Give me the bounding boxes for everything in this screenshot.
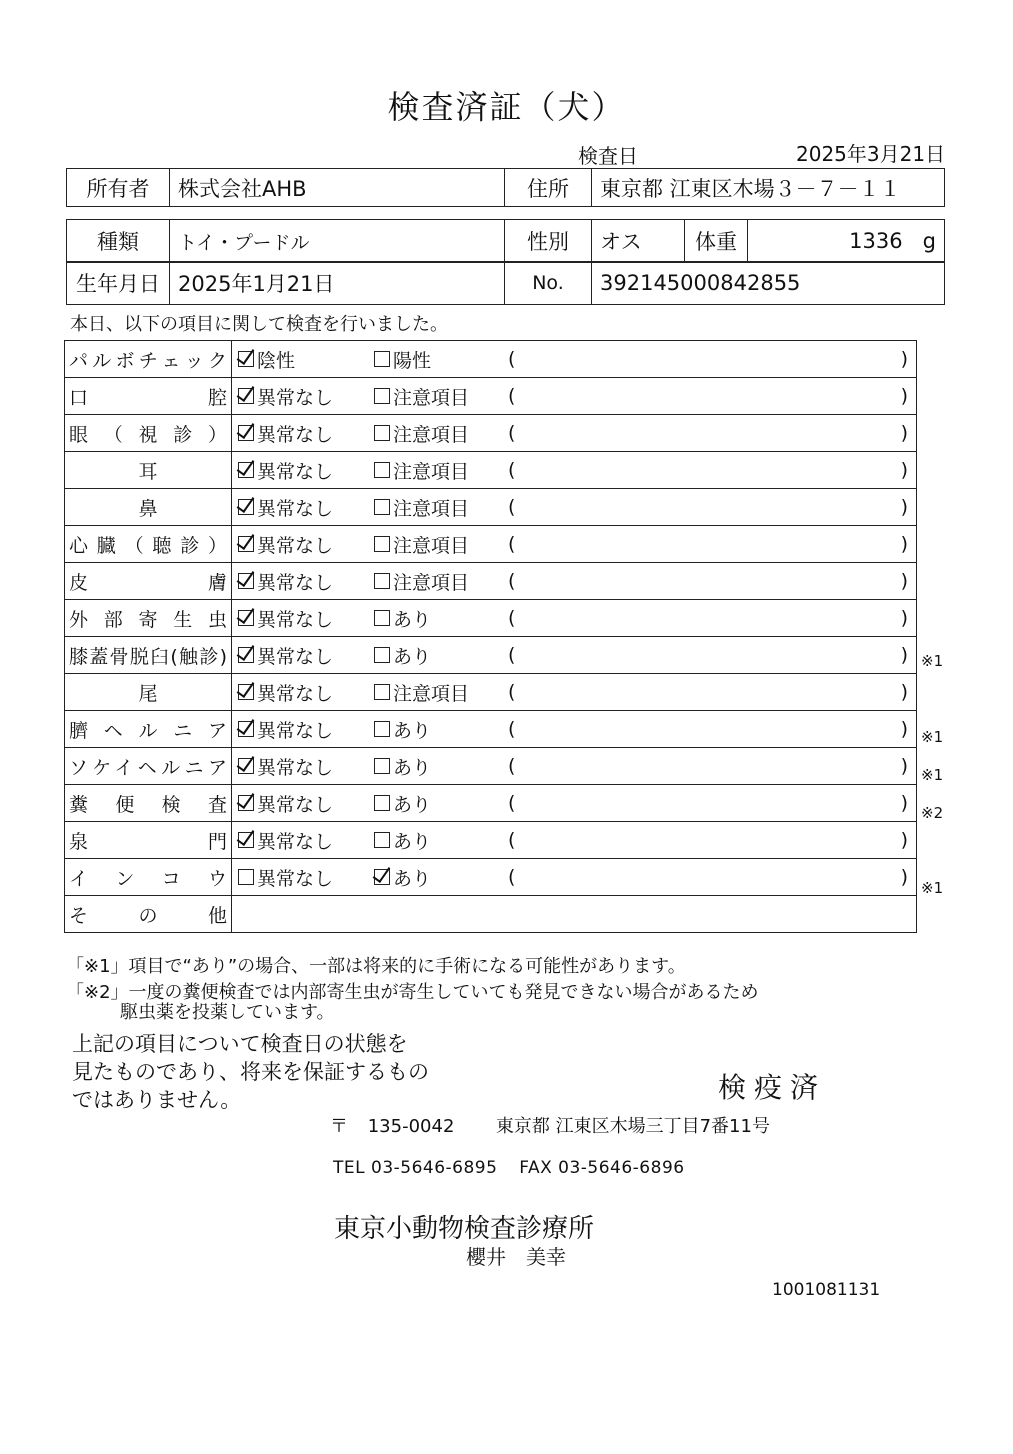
option-attention-label: あり — [393, 719, 432, 742]
checkbox-icon[interactable] — [374, 425, 390, 441]
paren-open: ( — [508, 570, 516, 592]
option-normal-label: 異常なし — [257, 460, 334, 483]
note-3: 駆虫薬を投薬しています。 — [120, 1002, 335, 1023]
address-value: 東京都 江東区木場３－７－１１ — [592, 169, 945, 207]
check-item-cell — [65, 785, 232, 822]
option-normal-label: 異常なし — [257, 830, 334, 853]
option-normal[interactable] — [238, 790, 374, 817]
other-label-cell — [65, 896, 232, 933]
remarks-field[interactable] — [508, 533, 908, 555]
clinic-address: 東京都 江東区木場三丁目7番11号 — [495, 1116, 770, 1137]
paren-open: ( — [508, 718, 516, 740]
check-item-cell — [65, 563, 232, 600]
checkbox-icon[interactable] — [238, 536, 254, 552]
option-normal-label: 異常なし — [257, 867, 334, 890]
clinic-name: 東京小動物検査診療所 — [334, 1214, 595, 1244]
checkbox-icon[interactable] — [238, 425, 254, 441]
option-normal[interactable] — [238, 642, 374, 669]
check-row — [65, 600, 917, 637]
checkbox-icon[interactable] — [238, 388, 254, 404]
footnote-mark: ※2 — [921, 803, 944, 822]
option-normal-label: 異常なし — [257, 756, 334, 779]
paren-open: ( — [508, 385, 516, 407]
check-row — [65, 415, 917, 452]
check-result-cell — [232, 378, 917, 415]
paren-open: ( — [508, 792, 516, 814]
animal-table — [66, 219, 945, 263]
birth-table — [66, 261, 945, 305]
check-item-label: 泉門 — [69, 830, 227, 853]
check-result-cell — [232, 711, 917, 748]
number-value: 392145000842855 — [592, 262, 945, 305]
option-normal[interactable] — [238, 531, 374, 558]
remarks-field[interactable] — [508, 755, 908, 777]
checkbox-icon[interactable] — [238, 647, 254, 663]
option-attention[interactable] — [374, 531, 508, 558]
remarks-field[interactable] — [508, 607, 908, 629]
option-normal-label: 異常なし — [257, 682, 334, 705]
footnote-mark: ※1 — [921, 728, 944, 746]
checkbox-icon[interactable] — [238, 832, 254, 848]
remarks-field[interactable] — [508, 792, 908, 814]
postal-mark-icon: 〒 — [330, 1116, 348, 1137]
fax-number: FAX 03-5646-6896 — [519, 1158, 685, 1178]
owner-table — [66, 168, 945, 207]
option-normal-label: 異常なし — [257, 497, 334, 520]
option-normal[interactable] — [238, 827, 374, 854]
paren-open: ( — [508, 607, 516, 629]
paren-close: ) — [900, 681, 908, 703]
statement-line-3: ではありません。 — [72, 1088, 242, 1112]
paren-open: ( — [508, 422, 516, 444]
option-normal[interactable] — [238, 605, 374, 632]
weight-cell — [748, 220, 945, 263]
option-attention-label: 注意項目 — [393, 497, 470, 520]
footnote-mark: ※1 — [921, 879, 944, 898]
option-attention[interactable] — [374, 605, 508, 632]
check-item-cell — [65, 526, 232, 563]
checkbox-icon[interactable] — [374, 795, 390, 811]
checkbox-icon[interactable] — [238, 462, 254, 478]
option-normal[interactable] — [238, 679, 374, 706]
option-normal[interactable] — [238, 383, 374, 410]
quarantine-stamp: 検疫済 — [718, 1071, 827, 1104]
option-attention-label: 注意項目 — [393, 460, 470, 483]
other-value-cell — [232, 896, 917, 933]
other-label: その他 — [69, 904, 227, 927]
option-normal-label: 異常なし — [257, 423, 334, 446]
option-normal-label: 異常なし — [257, 719, 334, 742]
option-attention[interactable] — [374, 346, 508, 373]
checkbox-icon[interactable] — [374, 647, 390, 663]
option-attention[interactable] — [374, 716, 508, 743]
tel-number: TEL 03-5646-6895 — [333, 1158, 498, 1178]
check-item-cell — [65, 489, 232, 526]
owner-value: 株式会社AHB — [170, 169, 505, 207]
option-attention[interactable] — [374, 753, 508, 780]
remarks-field[interactable] — [508, 385, 908, 407]
option-attention[interactable] — [374, 420, 508, 447]
checkbox-icon[interactable] — [374, 869, 390, 885]
exam-date-value: 2025年3月21日 — [796, 142, 946, 166]
check-row — [65, 637, 917, 674]
paren-close: ) — [900, 533, 908, 555]
check-item-cell — [65, 859, 232, 896]
footnote-mark: ※1 — [921, 652, 944, 671]
option-attention-label: 陽性 — [393, 349, 432, 372]
address-label: 住所 — [505, 169, 592, 207]
weight-label: 体重 — [685, 220, 748, 263]
remarks-field[interactable] — [508, 866, 908, 888]
option-normal-label: 異常なし — [257, 608, 334, 631]
check-result-cell — [232, 341, 917, 378]
check-row — [65, 711, 917, 748]
weight-unit: g — [922, 229, 936, 253]
paren-close: ) — [900, 348, 908, 370]
check-item-cell — [65, 637, 232, 674]
check-row — [65, 489, 917, 526]
option-normal[interactable] — [238, 346, 374, 373]
checkbox-icon[interactable] — [374, 351, 390, 367]
check-item-label: 尾 — [138, 682, 158, 705]
check-row — [65, 822, 917, 859]
paren-open: ( — [508, 755, 516, 777]
option-attention-label: あり — [393, 830, 432, 853]
check-item-cell — [65, 600, 232, 637]
option-normal-label: 異常なし — [257, 534, 334, 557]
paren-close: ) — [900, 385, 908, 407]
remarks-field[interactable] — [508, 681, 908, 703]
option-attention[interactable] — [374, 383, 508, 410]
option-normal-label: 陰性 — [257, 349, 296, 372]
check-row — [65, 785, 917, 822]
remarks-field[interactable] — [508, 829, 908, 851]
paren-open: ( — [508, 866, 516, 888]
check-item-label: 外部寄生虫 — [69, 608, 227, 631]
check-item-label: パルボチェック — [69, 349, 227, 372]
option-normal[interactable] — [238, 494, 374, 521]
paren-open: ( — [508, 533, 516, 555]
certificate-title: 検査済証（犬） — [387, 88, 626, 126]
option-attention[interactable] — [374, 827, 508, 854]
option-attention-label: 注意項目 — [393, 386, 470, 409]
check-table — [64, 340, 917, 933]
option-attention-label: 注意項目 — [393, 571, 470, 594]
check-result-cell — [232, 822, 917, 859]
check-row — [65, 748, 917, 785]
check-result-cell — [232, 674, 917, 711]
note-2: 「※2」一度の糞便検査では内部寄生虫が寄生していても発見できない場合があるため — [66, 982, 759, 1003]
statement — [72, 1030, 429, 1114]
check-row — [65, 378, 917, 415]
check-item-label: 耳 — [138, 460, 158, 483]
check-result-cell — [232, 785, 917, 822]
option-normal[interactable] — [238, 457, 374, 484]
option-normal-label: 異常なし — [257, 571, 334, 594]
birth-value: 2025年1月21日 — [170, 262, 505, 305]
check-row — [65, 859, 917, 896]
checkbox-icon[interactable] — [238, 721, 254, 737]
paren-close: ) — [900, 496, 908, 518]
option-normal[interactable] — [238, 568, 374, 595]
check-item-label: ソケイヘルニア — [69, 756, 227, 779]
check-result-cell — [232, 637, 917, 674]
checkbox-icon[interactable] — [238, 351, 254, 367]
sex-label: 性別 — [505, 220, 592, 263]
paren-open: ( — [508, 829, 516, 851]
check-result-cell — [232, 415, 917, 452]
weight-value: 1336 — [849, 229, 903, 253]
option-attention[interactable] — [374, 790, 508, 817]
option-attention[interactable] — [374, 457, 508, 484]
option-attention-label: あり — [393, 608, 432, 631]
check-item-label: インコウ — [69, 867, 227, 890]
check-item-label: 皮膚 — [69, 571, 227, 594]
remarks-field[interactable] — [508, 496, 908, 518]
remarks-field[interactable] — [508, 422, 908, 444]
checkbox-icon[interactable] — [374, 536, 390, 552]
note-1: 「※1」項目で“あり”の場合、一部は将来的に手術になる可能性があります。 — [66, 956, 686, 977]
checkbox-icon[interactable] — [374, 832, 390, 848]
checkbox-icon[interactable] — [238, 795, 254, 811]
check-result-cell — [232, 748, 917, 785]
check-item-label: 心臓（聴診） — [69, 534, 227, 557]
remarks-field[interactable] — [508, 459, 908, 481]
paren-close: ) — [900, 459, 908, 481]
check-item-cell — [65, 822, 232, 859]
option-attention-label: あり — [393, 756, 432, 779]
check-item-cell — [65, 452, 232, 489]
checkbox-icon[interactable] — [238, 610, 254, 626]
check-result-cell — [232, 600, 917, 637]
option-normal-label: 異常なし — [257, 793, 334, 816]
sex-value: オス — [592, 220, 685, 263]
check-item-cell — [65, 341, 232, 378]
checkbox-icon[interactable] — [374, 721, 390, 737]
check-item-cell — [65, 748, 232, 785]
option-attention[interactable] — [374, 864, 508, 891]
option-attention-label: あり — [393, 867, 432, 890]
option-attention-label: あり — [393, 793, 432, 816]
option-attention[interactable] — [374, 494, 508, 521]
owner-label: 所有者 — [67, 169, 170, 207]
check-item-label: 糞便検査 — [69, 793, 227, 816]
paren-open: ( — [508, 459, 516, 481]
check-row — [65, 674, 917, 711]
paren-close: ) — [900, 644, 908, 666]
check-item-label: 眼（視診） — [69, 423, 227, 446]
check-item-cell — [65, 415, 232, 452]
paren-close: ) — [900, 866, 908, 888]
option-normal-label: 異常なし — [257, 645, 334, 668]
statement-line-2: 見たものであり、将来を保証するもの — [72, 1060, 429, 1084]
number-label: No. — [505, 262, 592, 305]
check-result-cell — [232, 489, 917, 526]
check-item-label: 鼻 — [138, 497, 158, 520]
checkbox-icon[interactable] — [238, 573, 254, 589]
check-item-label: 臍ヘルニア — [69, 719, 227, 742]
remarks-field[interactable] — [508, 644, 908, 666]
checkbox-icon[interactable] — [238, 499, 254, 515]
other-row — [65, 896, 917, 933]
paren-close: ) — [900, 718, 908, 740]
statement-line-1: 上記の項目について検査日の状態を — [72, 1032, 408, 1056]
option-normal[interactable] — [238, 420, 374, 447]
paren-open: ( — [508, 644, 516, 666]
check-item-cell — [65, 674, 232, 711]
paren-close: ) — [900, 570, 908, 592]
checkbox-icon[interactable] — [374, 499, 390, 515]
remarks-field[interactable] — [508, 570, 908, 592]
doctor-name: 櫻井 美幸 — [466, 1245, 566, 1269]
paren-close: ) — [900, 755, 908, 777]
option-attention[interactable] — [374, 568, 508, 595]
intro-text: 本日、以下の項目に関して検査を行いました。 — [70, 314, 448, 335]
check-row — [65, 526, 917, 563]
paren-close: ) — [900, 607, 908, 629]
checkbox-icon[interactable] — [238, 758, 254, 774]
check-row — [65, 452, 917, 489]
checkbox-icon[interactable] — [374, 573, 390, 589]
option-attention[interactable] — [374, 679, 508, 706]
option-attention[interactable] — [374, 642, 508, 669]
check-item-label: 膝蓋骨脱臼(触診) — [69, 645, 227, 668]
check-result-cell — [232, 452, 917, 489]
option-attention-label: 注意項目 — [393, 423, 470, 446]
checkbox-icon[interactable] — [374, 388, 390, 404]
checkbox-icon[interactable] — [374, 462, 390, 478]
contact-line — [333, 1158, 685, 1178]
check-row — [65, 563, 917, 600]
breed-value: トイ・プードル — [170, 220, 505, 263]
option-attention-label: あり — [393, 645, 432, 668]
paren-open: ( — [508, 348, 516, 370]
check-result-cell — [232, 526, 917, 563]
option-attention-label: 注意項目 — [393, 682, 470, 705]
postal-code: 135-0042 — [367, 1116, 455, 1137]
checkbox-icon[interactable] — [374, 610, 390, 626]
option-normal-label: 異常なし — [257, 386, 334, 409]
option-normal[interactable] — [238, 716, 374, 743]
document-number: 1001081131 — [772, 1280, 881, 1300]
check-result-cell — [232, 859, 917, 896]
option-normal[interactable] — [238, 864, 374, 891]
footnote-mark: ※1 — [921, 765, 944, 784]
birth-label: 生年月日 — [67, 262, 170, 305]
remarks-field[interactable] — [508, 718, 908, 740]
exam-date-label: 検査日 — [578, 144, 638, 168]
breed-label: 種類 — [67, 220, 170, 263]
check-item-cell — [65, 711, 232, 748]
paren-open: ( — [508, 681, 516, 703]
clinic-address-line — [330, 1112, 770, 1138]
checkbox-icon[interactable] — [374, 758, 390, 774]
checkbox-icon[interactable] — [374, 684, 390, 700]
remarks-field[interactable] — [508, 348, 908, 370]
check-row — [65, 341, 917, 378]
checkbox-icon[interactable] — [238, 869, 254, 885]
check-result-cell — [232, 563, 917, 600]
check-item-cell — [65, 378, 232, 415]
checkbox-icon[interactable] — [238, 684, 254, 700]
option-normal[interactable] — [238, 753, 374, 780]
paren-close: ) — [900, 792, 908, 814]
paren-close: ) — [900, 829, 908, 851]
check-item-label: 口腔 — [69, 386, 227, 409]
paren-close: ) — [900, 422, 908, 444]
paren-open: ( — [508, 496, 516, 518]
option-attention-label: 注意項目 — [393, 534, 470, 557]
